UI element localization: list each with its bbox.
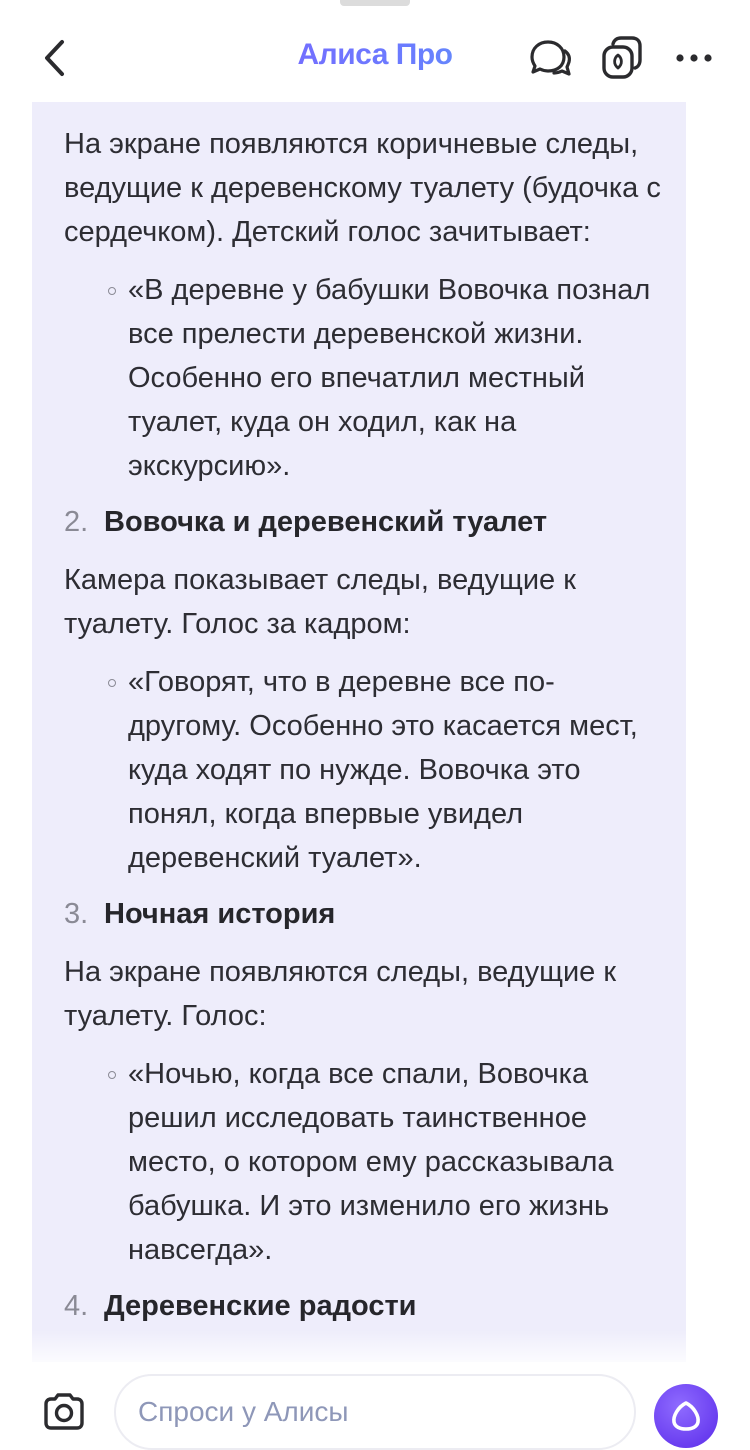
list-item bbox=[64, 660, 664, 880]
section-title: Деревенские радости bbox=[104, 1290, 417, 1322]
message-content bbox=[64, 122, 664, 1328]
intro-paragraph: На экране появляются коричневые следы, ведущие к деревенскому туалету (будочка с сердечком). Детский голос зачитывает: bbox=[64, 128, 661, 248]
header bbox=[0, 0, 750, 104]
chats-icon bbox=[527, 37, 573, 79]
section-paragraph: На экране появляются следы, ведущие к туалету. Голос: bbox=[64, 956, 617, 1032]
section-bullets bbox=[64, 660, 664, 880]
section-heading bbox=[64, 1284, 664, 1328]
chats-button[interactable] bbox=[524, 32, 576, 84]
ask-input[interactable] bbox=[114, 1374, 636, 1450]
list-item bbox=[64, 268, 664, 488]
page-title: Алиса Про bbox=[0, 38, 750, 72]
bullet-text: «Ночью, когда все спали, Вовочка решил исследовать таинственное место, о котором ему рассказывала бабушка. И это изменило его жизнь навсегда». bbox=[128, 1058, 614, 1266]
section-bullets bbox=[64, 1052, 664, 1272]
intro-bullets bbox=[64, 268, 664, 488]
section-number: 3. bbox=[64, 898, 89, 930]
assistant-message bbox=[32, 102, 686, 1362]
section-title: Ночная история bbox=[104, 898, 336, 930]
section-heading bbox=[64, 500, 664, 544]
section-number: 2. bbox=[64, 506, 89, 538]
copy-icon bbox=[599, 34, 645, 82]
camera-button[interactable] bbox=[36, 1384, 92, 1440]
section-heading bbox=[64, 892, 664, 936]
bullet-icon bbox=[108, 1071, 116, 1079]
more-icon bbox=[674, 52, 714, 64]
bullet-text: «В деревне у бабушки Вовочка познал все прелести деревенской жизни. Особенно его впечатлил местный туалет, куда он ходил, как на экскурсию». bbox=[128, 274, 651, 482]
alice-icon bbox=[669, 1399, 703, 1433]
more-button[interactable] bbox=[668, 32, 720, 84]
bullet-text: «Говорят, что в деревне все по-другому. Особенно это касается мест, куда ходят по нужде. Вовочка это понял, когда впервые увидел деревенский туалет». bbox=[128, 666, 638, 874]
input-bar bbox=[0, 1362, 750, 1450]
copy-button[interactable] bbox=[596, 32, 648, 84]
list-item bbox=[64, 1052, 664, 1272]
camera-icon bbox=[42, 1392, 86, 1432]
section-paragraph: Камера показывает следы, ведущие к туалету. Голос за кадром: bbox=[64, 564, 576, 640]
bullet-icon bbox=[108, 287, 116, 295]
section-title: Вовочка и деревенский туалет bbox=[104, 506, 548, 538]
section-number: 4. bbox=[64, 1290, 89, 1322]
alice-voice-button[interactable] bbox=[654, 1384, 718, 1448]
bullet-icon bbox=[108, 679, 116, 687]
